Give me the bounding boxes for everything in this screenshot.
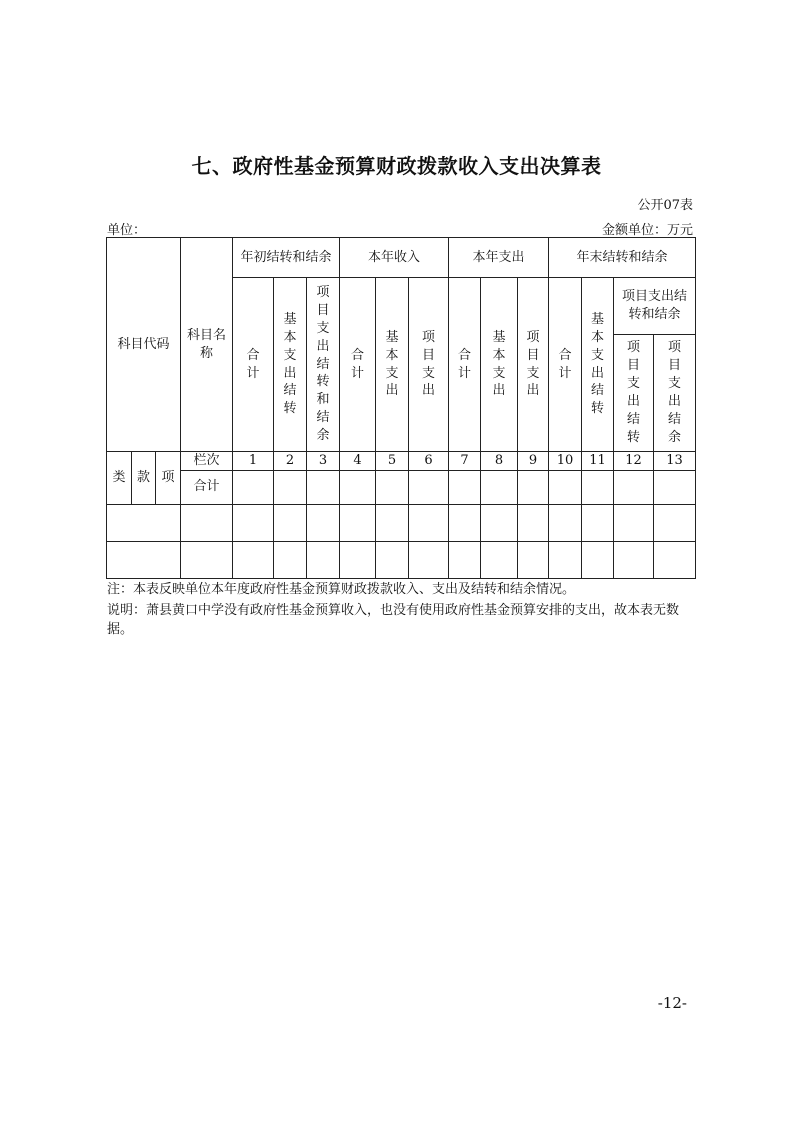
col-num: 5	[376, 452, 409, 471]
col-num: 12	[614, 452, 654, 471]
col-num: 4	[340, 452, 376, 471]
col-num: 6	[409, 452, 449, 471]
income-basic-header: 基本支出	[376, 278, 409, 452]
code-part-section: 款	[132, 452, 156, 505]
amount-unit: 金额单位：万元	[601, 223, 693, 238]
col-num: 13	[654, 452, 696, 471]
col-num: 3	[307, 452, 340, 471]
income-project-header: 项目支出	[409, 278, 449, 452]
col-num: 7	[449, 452, 481, 471]
end-project-carryover-header: 项目支出结转	[614, 335, 654, 452]
col-num: 8	[481, 452, 518, 471]
col-num: 9	[518, 452, 549, 471]
code-part-category: 类	[107, 452, 132, 505]
page-title: 七、政府性基金预算财政拨款收入支出决算表	[191, 154, 602, 178]
expense-total-header: 合计	[449, 278, 481, 452]
end-project-surplus-header: 项目支出结余	[654, 335, 696, 452]
end-carryover-header: 年末结转和结余	[549, 238, 696, 278]
end-project-carryover-surplus-header: 项目支出结转和结余	[614, 278, 696, 335]
form-code: 公开07表	[637, 198, 693, 213]
table-row	[107, 504, 696, 541]
begin-total-header: 合计	[233, 278, 274, 452]
table-row	[107, 541, 696, 578]
table-note: 注：本表反映单位本年度政府性基金预算财政拨款收入、支出及结转和结余情况。	[107, 582, 576, 597]
income-header: 本年收入	[340, 238, 449, 278]
income-total-header: 合计	[340, 278, 376, 452]
end-total-header: 合计	[549, 278, 582, 452]
col-num: 10	[549, 452, 582, 471]
unit-label: 单位：	[107, 223, 147, 238]
row-no-label: 栏次	[181, 452, 233, 471]
subject-name-header: 科目名称	[181, 238, 233, 452]
end-basic-carryover-header: 基本支出结转	[582, 278, 614, 452]
budget-table	[106, 237, 696, 579]
begin-project-carryover-surplus-header: 项目支出结转和结余	[307, 278, 340, 452]
total-row-label: 合计	[181, 470, 233, 504]
col-num: 1	[233, 452, 274, 471]
subject-code-header: 科目代码	[107, 238, 181, 452]
expense-basic-header: 基本支出	[481, 278, 518, 452]
expense-header: 本年支出	[449, 238, 549, 278]
col-num: 2	[274, 452, 307, 471]
expense-project-header: 项目支出	[518, 278, 549, 452]
page-number: -12-	[657, 994, 687, 1012]
begin-carryover-header: 年初结转和结余	[233, 238, 340, 278]
code-part-item: 项	[156, 452, 181, 505]
begin-basic-carryover-header: 基本支出结转	[274, 278, 307, 452]
col-num: 11	[582, 452, 614, 471]
table-explanation: 说明：萧县黄口中学没有政府性基金预算收入，也没有使用政府性基金预算安排的支出，故本表无数据。	[107, 603, 680, 637]
